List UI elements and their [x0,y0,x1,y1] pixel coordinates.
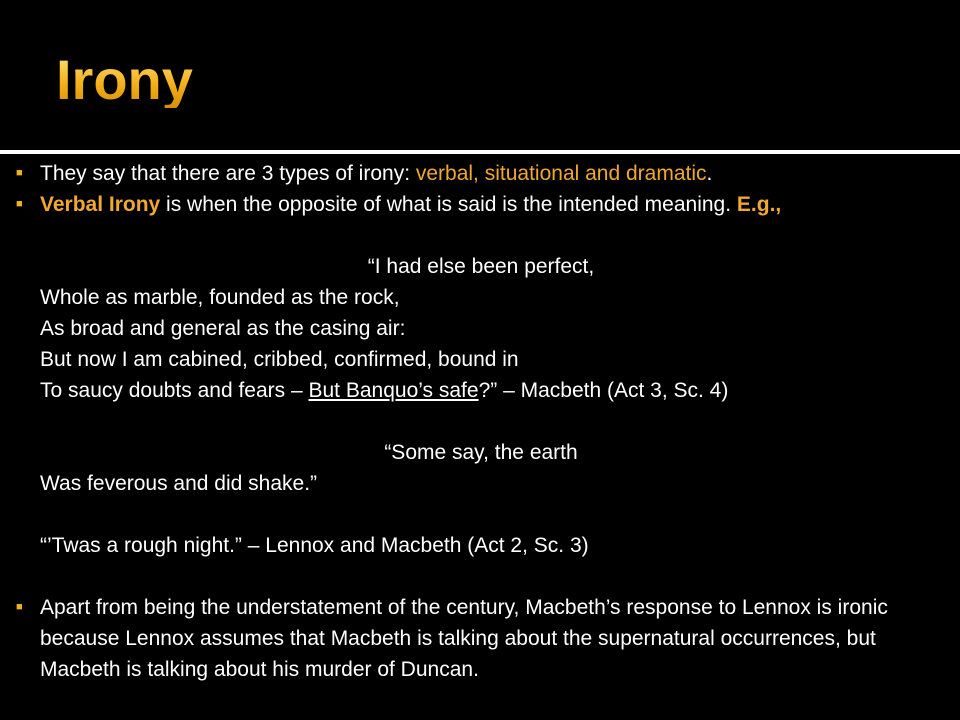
bullet-item-verbal-irony [16,189,946,220]
bullet-item-types [16,158,946,189]
bullet-text-main: is when the opposite of what is said is the intended meaning. [160,193,737,216]
bullet-text [40,189,946,220]
title-divider [0,150,960,154]
quote-rough-night: “’Twas a rough night.” – Lennox and Macbeth (Act 2, Sc. 3) [40,534,589,557]
verbal-irony-term: Verbal Irony [40,193,161,216]
slide-title: Irony [56,48,193,111]
slide-body [16,158,946,685]
bullet-text-end: . [706,162,713,185]
quote-line [16,375,946,406]
square-bullet-icon: ■ [16,167,23,179]
quote-text: To saucy doubts and fears – [40,379,309,402]
bullet-item-explanation [16,592,946,685]
quote-line: As broad and general as the casing air: [40,317,406,340]
quote-citation: ?” – Macbeth (Act 3, Sc. 4) [478,379,729,402]
bullet-text-main: They say that there are 3 types of irony: [40,162,416,185]
quote-line: But now I am cabined, cribbed, confirmed, bound in [40,348,519,371]
example-label: E.g., [736,193,782,216]
quote-line: “I had else been perfect, [367,255,595,278]
square-bullet-icon: ■ [16,198,23,210]
square-bullet-icon: ■ [16,601,23,613]
bullet-text [40,158,946,189]
irony-types-highlight: verbal, situational and dramatic [415,162,707,185]
quote-line: Was feverous and did shake.” [40,472,318,495]
quote-line: Whole as marble, founded as the rock, [40,286,400,309]
quote-macbeth [16,251,946,406]
quote-line: “Some say, the earth [384,441,578,464]
bullet-text: Apart from being the understatement of the century, Macbeth’s response to Lennox is ironic because Lennox assumes that Macbeth is talking about the supernatural occurrences, but Macbeth is talking about his murder of Duncan. [40,596,888,681]
underlined-quote-text: But Banquo’s safe [308,379,479,402]
quote-lennox [16,437,946,499]
